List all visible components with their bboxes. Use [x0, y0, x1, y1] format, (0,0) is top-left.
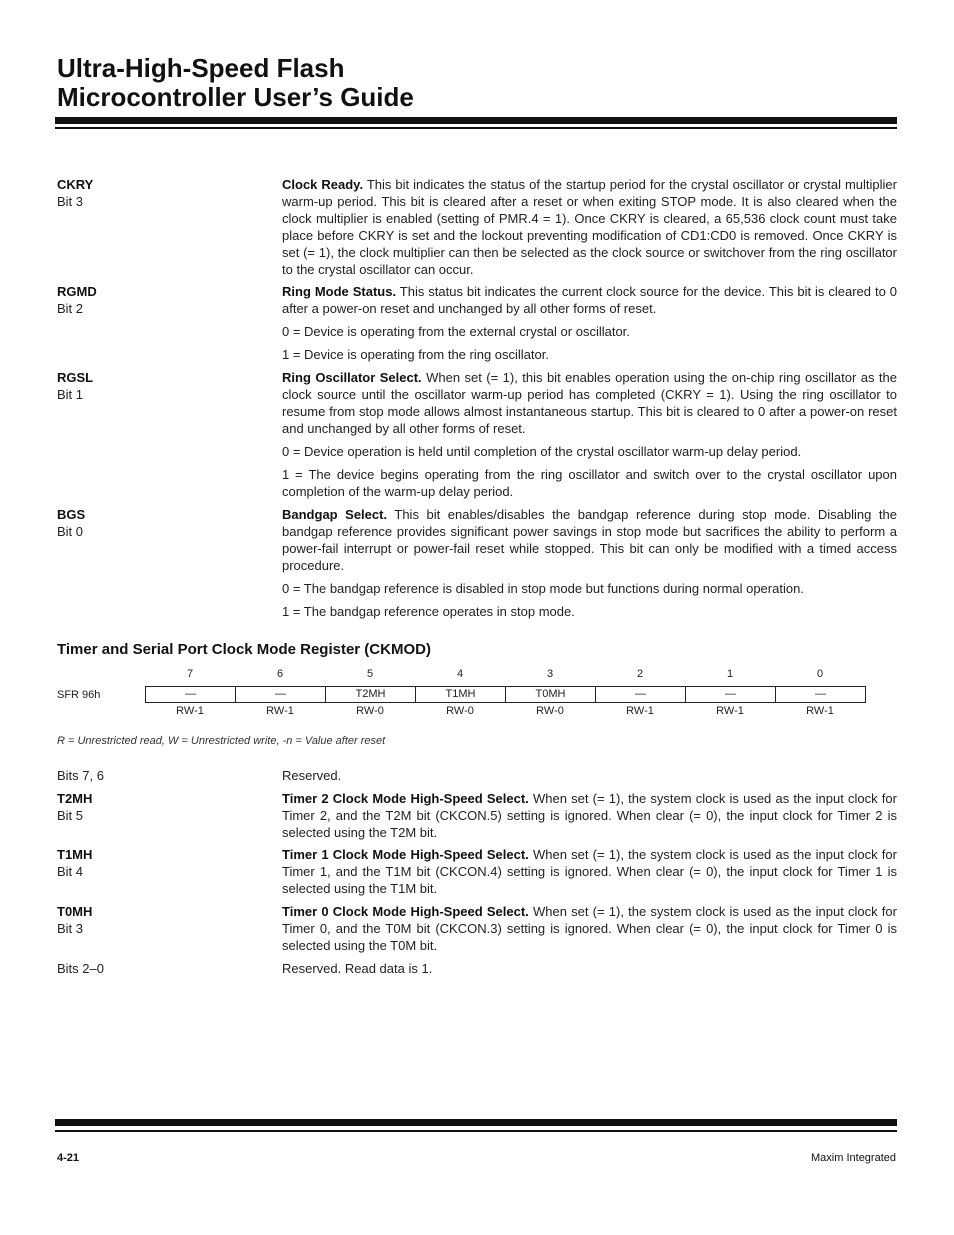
field-name: RGSL	[57, 370, 94, 385]
field-entry-bits-7-6	[57, 767, 897, 790]
header-rule-thin	[55, 127, 897, 129]
field-entry-t2mh	[57, 790, 897, 847]
page-number: 4-21	[57, 1152, 80, 1164]
field-option: 0 = The bandgap reference is disabled in stop mode but functions during normal operation.	[282, 581, 804, 596]
field-bit: Bit 3	[57, 921, 84, 936]
field-name: T0MH	[57, 904, 93, 919]
field-entry-bits-2-0	[57, 960, 897, 983]
sfr-address: SFR 96h	[57, 689, 101, 701]
footer-rule-thick	[55, 1119, 897, 1126]
register-cell: —	[595, 687, 685, 702]
field-text: This status bit indicates the current clock source for the device. This bit is cleared to 0 after a power-on reset and unchanged by all other forms of reset.	[282, 284, 897, 316]
bit-number: 0	[816, 668, 824, 680]
field-heading: Ring Mode Status.	[282, 284, 397, 299]
reset-value: RW-0	[536, 705, 564, 717]
register-cells	[145, 686, 866, 703]
field-bit: Bit 2	[57, 301, 84, 316]
field-option: 0 = Device operation is held until completion of the crystal oscillator warm-up delay period.	[282, 444, 802, 459]
title-line-1: Ultra-High-Speed Flash	[57, 53, 345, 83]
reset-value: RW-0	[446, 705, 474, 717]
reset-values	[145, 705, 865, 717]
field-text: Reserved. Read data is 1.	[282, 961, 433, 976]
field-name: BGS	[57, 507, 86, 522]
field-option: 0 = Device is operating from the external crystal or oscillator.	[282, 324, 630, 339]
field-name: T1MH	[57, 847, 93, 862]
field-text: When set (= 1), the system clock is used as the input clock for Timer 1, and the T1M bit (CKCON.4) setting is ignored. When clear (= 0), the input clock for Timer 1 is selected using the T1M bit.	[282, 847, 897, 896]
section-heading: Timer and Serial Port Clock Mode Register (CKMOD)	[57, 641, 431, 658]
title-line-2: Microcontroller User’s Guide	[57, 82, 414, 112]
reset-value: RW-1	[266, 705, 294, 717]
field-text: When set (= 1), the system clock is used as the input clock for Timer 0, and the T0M bit (CKCON.3) setting is ignored. When clear (= 0), the input clock for Timer 0 is selected using the T0M bit.	[282, 904, 897, 953]
register-cell: T0MH	[505, 687, 595, 702]
field-heading: Timer 0 Clock Mode High-Speed Select.	[282, 904, 529, 919]
field-bit: Bit 3	[57, 194, 84, 209]
field-entry-ckry	[57, 176, 897, 284]
field-heading: Clock Ready.	[282, 177, 364, 192]
field-heading: Timer 2 Clock Mode High-Speed Select.	[282, 791, 529, 806]
footer-rule-thin	[55, 1130, 897, 1132]
field-entry-rgmd	[57, 283, 897, 369]
field-entry-rgsl	[57, 369, 897, 506]
field-bit: Bit 5	[57, 808, 84, 823]
field-text: Reserved.	[282, 768, 342, 783]
register-cell: T1MH	[415, 687, 505, 702]
field-text: This bit indicates the status of the startup period for the crystal oscillator or crystal multiplier warm-up period. This bit is cleared after a reset or when exiting STOP mode. It is also cleared when the clock multiplier is enabled (setting of PMR.4 = 1). Once CKRY is cleared, a 65,536 clock count must take place before CKRY is set and the lockout preventing modification of CD1:CD0 is removed. Once CKRY is set (= 1), the clock multiplier can then be selected as the clock source or switchover from the ring oscillator to the crystal oscillator can occur.	[282, 177, 897, 277]
field-name: RGMD	[57, 284, 97, 299]
field-name: CKRY	[57, 177, 94, 192]
page-title	[57, 54, 414, 112]
field-text: When set (= 1), the system clock is used as the input clock for Timer 2, and the T2M bit (CKCON.5) setting is ignored. When clear (= 0), the input clock for Timer 2 is selected using the T2M bit.	[282, 791, 897, 840]
field-bit: Bit 0	[57, 524, 84, 539]
bit-number: 3	[546, 668, 554, 680]
field-name: Bits 7, 6	[57, 768, 104, 783]
register-cell: —	[685, 687, 775, 702]
field-option: 1 = The device begins operating from the ring oscillator and switch over to the crystal oscillator upon completion of the warm-up delay period.	[282, 467, 897, 499]
bit-number: 4	[456, 668, 464, 680]
reset-value: RW-0	[356, 705, 384, 717]
register-cell: T2MH	[325, 687, 415, 702]
field-entry-bgs	[57, 506, 897, 626]
field-heading: Ring Oscillator Select.	[282, 370, 422, 385]
field-text: When set (= 1), this bit enables operation using the on-chip ring oscillator as the clock source until the oscillator warm-up period has completed (CKRY = 1). Using the ring oscillator to resume from stop mode allows almost instantaneous startup. This bit is cleared to 0 after a power-on reset and unchanged by all other forms of reset.	[282, 370, 897, 436]
field-name: Bits 2–0	[57, 961, 104, 976]
reset-value: RW-1	[176, 705, 204, 717]
field-bit: Bit 4	[57, 864, 84, 879]
bit-number: 7	[186, 668, 194, 680]
register-cell: —	[235, 687, 325, 702]
reset-value: RW-1	[716, 705, 744, 717]
bit-numbers	[145, 668, 865, 680]
header-rule-thick	[55, 117, 897, 124]
reset-value: RW-1	[806, 705, 834, 717]
reset-value: RW-1	[626, 705, 654, 717]
field-heading: Bandgap Select.	[282, 507, 388, 522]
company-name: Maxim Integrated	[811, 1152, 896, 1164]
register-cell: —	[775, 687, 865, 702]
field-option: 1 = The bandgap reference operates in stop mode.	[282, 604, 575, 619]
register-legend-note: R = Unrestricted read, W = Unrestricted write, -n = Value after reset	[57, 735, 386, 747]
field-name: T2MH	[57, 791, 93, 806]
field-option: 1 = Device is operating from the ring oscillator.	[282, 347, 549, 362]
bit-number: 1	[726, 668, 734, 680]
bit-number: 6	[276, 668, 284, 680]
bit-number: 2	[636, 668, 644, 680]
field-entry-t1mh	[57, 846, 897, 903]
bit-number: 5	[366, 668, 374, 680]
field-heading: Timer 1 Clock Mode High-Speed Select.	[282, 847, 529, 862]
field-entry-t0mh	[57, 903, 897, 960]
field-text: This bit enables/disables the bandgap reference during stop mode. Disabling the bandgap reference provides significant power savings in stop mode but sacrifices the ability to perform a power-fail interrupt or power-fail reset while stopped. This bit can only be modified with a timed access procedure.	[282, 507, 897, 573]
register-cell: —	[185, 688, 196, 700]
field-bit: Bit 1	[57, 387, 84, 402]
